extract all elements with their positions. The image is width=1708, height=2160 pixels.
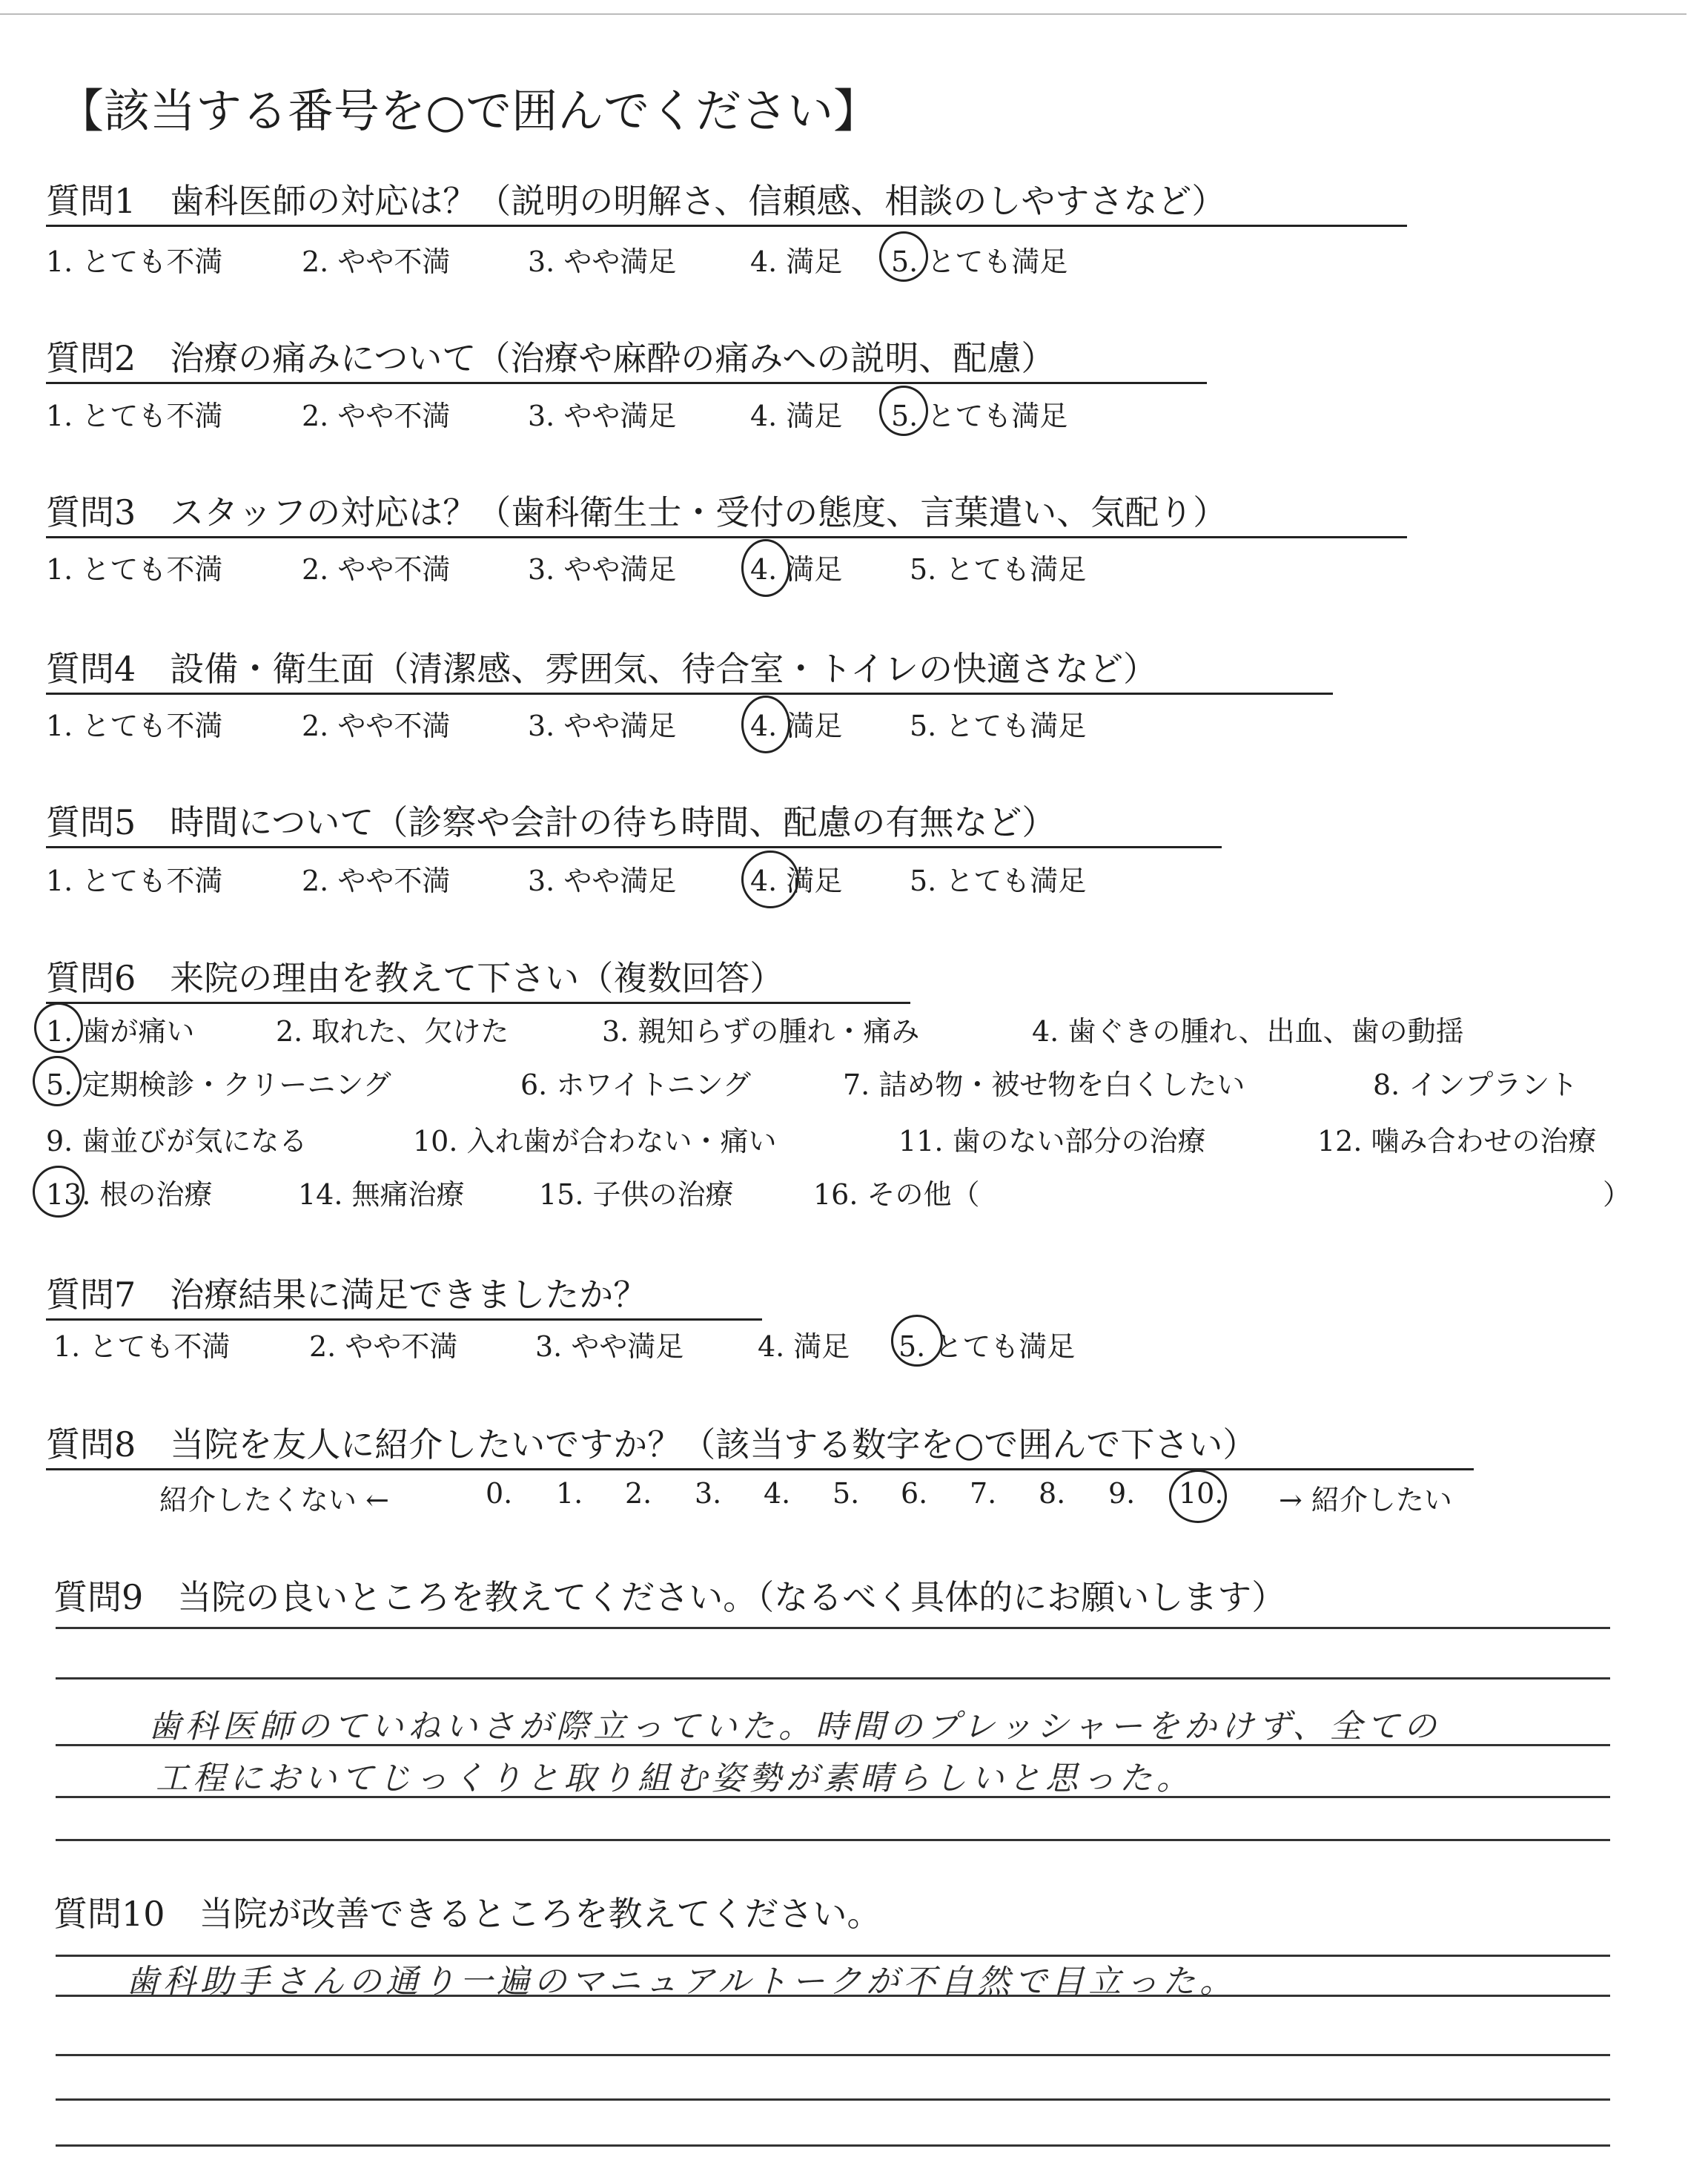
q7-options: [53, 1324, 1239, 1361]
q9-answer-line-2: [56, 1677, 1610, 1680]
q9-answer-line-1: [56, 1627, 1610, 1629]
q1-option-3[interactable]: 3. やや満足: [528, 245, 677, 278]
q5-option-3[interactable]: 3. やや満足: [528, 865, 677, 897]
q7-option-1[interactable]: 1. とても不満: [53, 1330, 231, 1363]
q6-option-9[interactable]: 9. 歯並びが気になる: [46, 1125, 308, 1157]
q4-option-1[interactable]: 1. とても不満: [46, 710, 223, 742]
q8-number-9[interactable]: 9.: [1108, 1477, 1136, 1510]
page-title: 【該当する番号を○で囲んでください】: [58, 84, 880, 138]
q10-answer-line-5: [56, 2144, 1610, 2147]
q8-selection-circle: [1169, 1470, 1227, 1523]
q5-selection-circle: [741, 851, 799, 908]
q8-number-3[interactable]: 3.: [695, 1477, 722, 1510]
q7-option-2[interactable]: 2. やや不満: [309, 1330, 458, 1363]
q7-heading: 質問7 治療結果に満足できましたか？: [46, 1268, 762, 1321]
q8-number-10[interactable]: 10.: [1179, 1477, 1224, 1510]
q10-answer-line-4: [56, 2098, 1610, 2101]
q2-option-2[interactable]: 2. やや不満: [302, 400, 451, 432]
q9-answer-line-5: [56, 1839, 1610, 1841]
q3-selection-circle: [741, 539, 790, 597]
q6-row-4: [46, 1172, 1677, 1209]
q1-option-4[interactable]: 4. 満足: [750, 245, 843, 278]
q7-option-3[interactable]: 3. やや満足: [535, 1330, 684, 1363]
q4-options: [46, 703, 1232, 740]
q4-selection-circle: [741, 696, 790, 753]
q6-option-8[interactable]: 8. インプラント: [1373, 1069, 1578, 1101]
q2-selection-circle: [879, 386, 928, 436]
q4-option-3[interactable]: 3. やや満足: [528, 710, 677, 742]
q7-selection-circle: [891, 1315, 943, 1367]
q3-heading: 質問3 スタッフの対応は？（歯科衛生士・受付の態度、言葉遣い、気配り）: [46, 486, 1407, 538]
q6-option-4[interactable]: 4. 歯ぐきの腫れ、出血、歯の動揺: [1032, 1015, 1464, 1048]
q7-option-4[interactable]: 4. 満足: [758, 1330, 850, 1363]
q10-handwritten-answer-1: 歯科助手さんの通り一遍のマニュアルトークが不自然で目立った。: [126, 1963, 1237, 2001]
q6-row-3: [46, 1118, 1677, 1155]
q8-number-4[interactable]: 4.: [764, 1477, 791, 1510]
q8-number-7[interactable]: 7.: [970, 1477, 997, 1510]
q6-option-11[interactable]: 11. 歯のない部分の治療: [898, 1125, 1206, 1157]
q5-option-2[interactable]: 2. やや不満: [302, 865, 451, 897]
q6-other-close-paren: ）: [1603, 1178, 1632, 1211]
q6-option-7[interactable]: 7. 詰め物・被せ物を白くしたい: [843, 1069, 1245, 1101]
q3-option-5[interactable]: 5. とても満足: [910, 553, 1087, 586]
q5-option-5[interactable]: 5. とても満足: [910, 865, 1087, 897]
q6-row-1: [46, 1008, 1677, 1046]
q6-heading: 質問6 来院の理由を教えて下さい（複数回答）: [46, 951, 910, 1004]
q5-option-4[interactable]: 4. 満足: [750, 865, 843, 897]
q8-number-1[interactable]: 1.: [556, 1477, 583, 1510]
q3-option-2[interactable]: 2. やや不満: [302, 553, 451, 586]
q4-option-5[interactable]: 5. とても満足: [910, 710, 1087, 742]
q8-number-6[interactable]: 6.: [901, 1477, 928, 1510]
q1-option-1[interactable]: 1. とても不満: [46, 245, 223, 278]
q1-option-5[interactable]: 5. とても満足: [891, 245, 1068, 278]
q9-handwritten-answer-1: 歯科医師のていねいさが際立っていた。時間のプレッシャーをかけず、全ての: [148, 1708, 1441, 1745]
q8-heading: 質問8 当院を友人に紹介したいですか？（該当する数字を○で囲んで下さい）: [46, 1418, 1474, 1470]
q8-left-label: 紹介したくない ←: [159, 1484, 389, 1516]
q6-option-12[interactable]: 12. 噛み合わせの治療: [1317, 1125, 1597, 1157]
q6-row-2: [46, 1062, 1677, 1099]
q7-option-5[interactable]: 5. とても満足: [898, 1330, 1076, 1363]
q4-heading: 質問4 設備・衛生面（清潔感、雰囲気、待合室・トイレの快適さなど）: [46, 642, 1333, 695]
q6-option-15[interactable]: 15. 子供の治療: [539, 1178, 734, 1211]
q6-option-1[interactable]: 1. 歯が痛い: [46, 1015, 195, 1048]
q5-options: [46, 858, 1232, 895]
q8-scale: [159, 1477, 1568, 1516]
q2-option-3[interactable]: 3. やや満足: [528, 400, 677, 432]
q8-right-label: → 紹介したい: [1279, 1484, 1452, 1516]
q6-option-5[interactable]: 5. 定期検診・クリーニング: [46, 1069, 391, 1101]
q5-heading: 質問5 時間について（診察や会計の待ち時間、配慮の有無など）: [46, 796, 1222, 848]
q8-number-5[interactable]: 5.: [833, 1477, 860, 1510]
q1-options: [46, 239, 1232, 276]
q2-heading: 質問2 治療の痛みについて（治療や麻酔の痛みへの説明、配慮）: [46, 331, 1207, 384]
q1-option-2[interactable]: 2. やや不満: [302, 245, 451, 278]
q4-option-4[interactable]: 4. 満足: [750, 710, 843, 742]
q3-option-1[interactable]: 1. とても不満: [46, 553, 223, 586]
q6-selection-circle-5: [33, 1056, 82, 1106]
q3-options: [46, 546, 1232, 584]
q5-option-1[interactable]: 1. とても不満: [46, 865, 223, 897]
q10-answer-line-3: [56, 2054, 1610, 2056]
q2-options: [46, 393, 1232, 430]
q3-option-3[interactable]: 3. やや満足: [528, 553, 677, 586]
q6-option-3[interactable]: 3. 親知らずの腫れ・痛み: [602, 1015, 920, 1048]
q6-option-13[interactable]: 13. 根の治療: [46, 1178, 213, 1211]
q8-number-8[interactable]: 8.: [1039, 1477, 1066, 1510]
q6-option-10[interactable]: 10. 入れ歯が合わない・痛い: [413, 1125, 777, 1157]
q6-option-16[interactable]: 16. その他（: [813, 1178, 980, 1211]
q9-heading: 質問9 当院の良いところを教えてください。（なるべく具体的にお願いします）: [53, 1577, 1286, 1617]
q6-option-2[interactable]: 2. 取れた、欠けた: [276, 1015, 509, 1048]
q4-option-2[interactable]: 2. やや不満: [302, 710, 451, 742]
q3-option-4[interactable]: 4. 満足: [750, 553, 843, 586]
q8-number-2[interactable]: 2.: [625, 1477, 652, 1510]
q10-heading: 質問10 当院が改善できるところを教えてください。: [53, 1894, 881, 1934]
q2-option-1[interactable]: 1. とても不満: [46, 400, 223, 432]
q6-selection-circle-13: [33, 1166, 85, 1218]
q1-heading: 質問1 歯科医師の対応は？（説明の明解さ、信頼感、相談のしやすさなど）: [46, 174, 1407, 227]
scan-edge-line: [0, 13, 1687, 15]
q6-selection-circle-1: [34, 1003, 83, 1053]
q6-option-14[interactable]: 14. 無痛治療: [298, 1178, 465, 1211]
q2-option-4[interactable]: 4. 満足: [750, 400, 843, 432]
q6-option-6[interactable]: 6. ホワイトニング: [520, 1069, 751, 1101]
q8-number-0[interactable]: 0.: [486, 1477, 513, 1510]
q9-handwritten-answer-2: 工程においてじっくりと取り組む姿勢が素晴らしいと思った。: [156, 1760, 1194, 1797]
q1-selection-circle: [879, 231, 928, 282]
q2-option-5[interactable]: 5. とても満足: [891, 400, 1068, 432]
